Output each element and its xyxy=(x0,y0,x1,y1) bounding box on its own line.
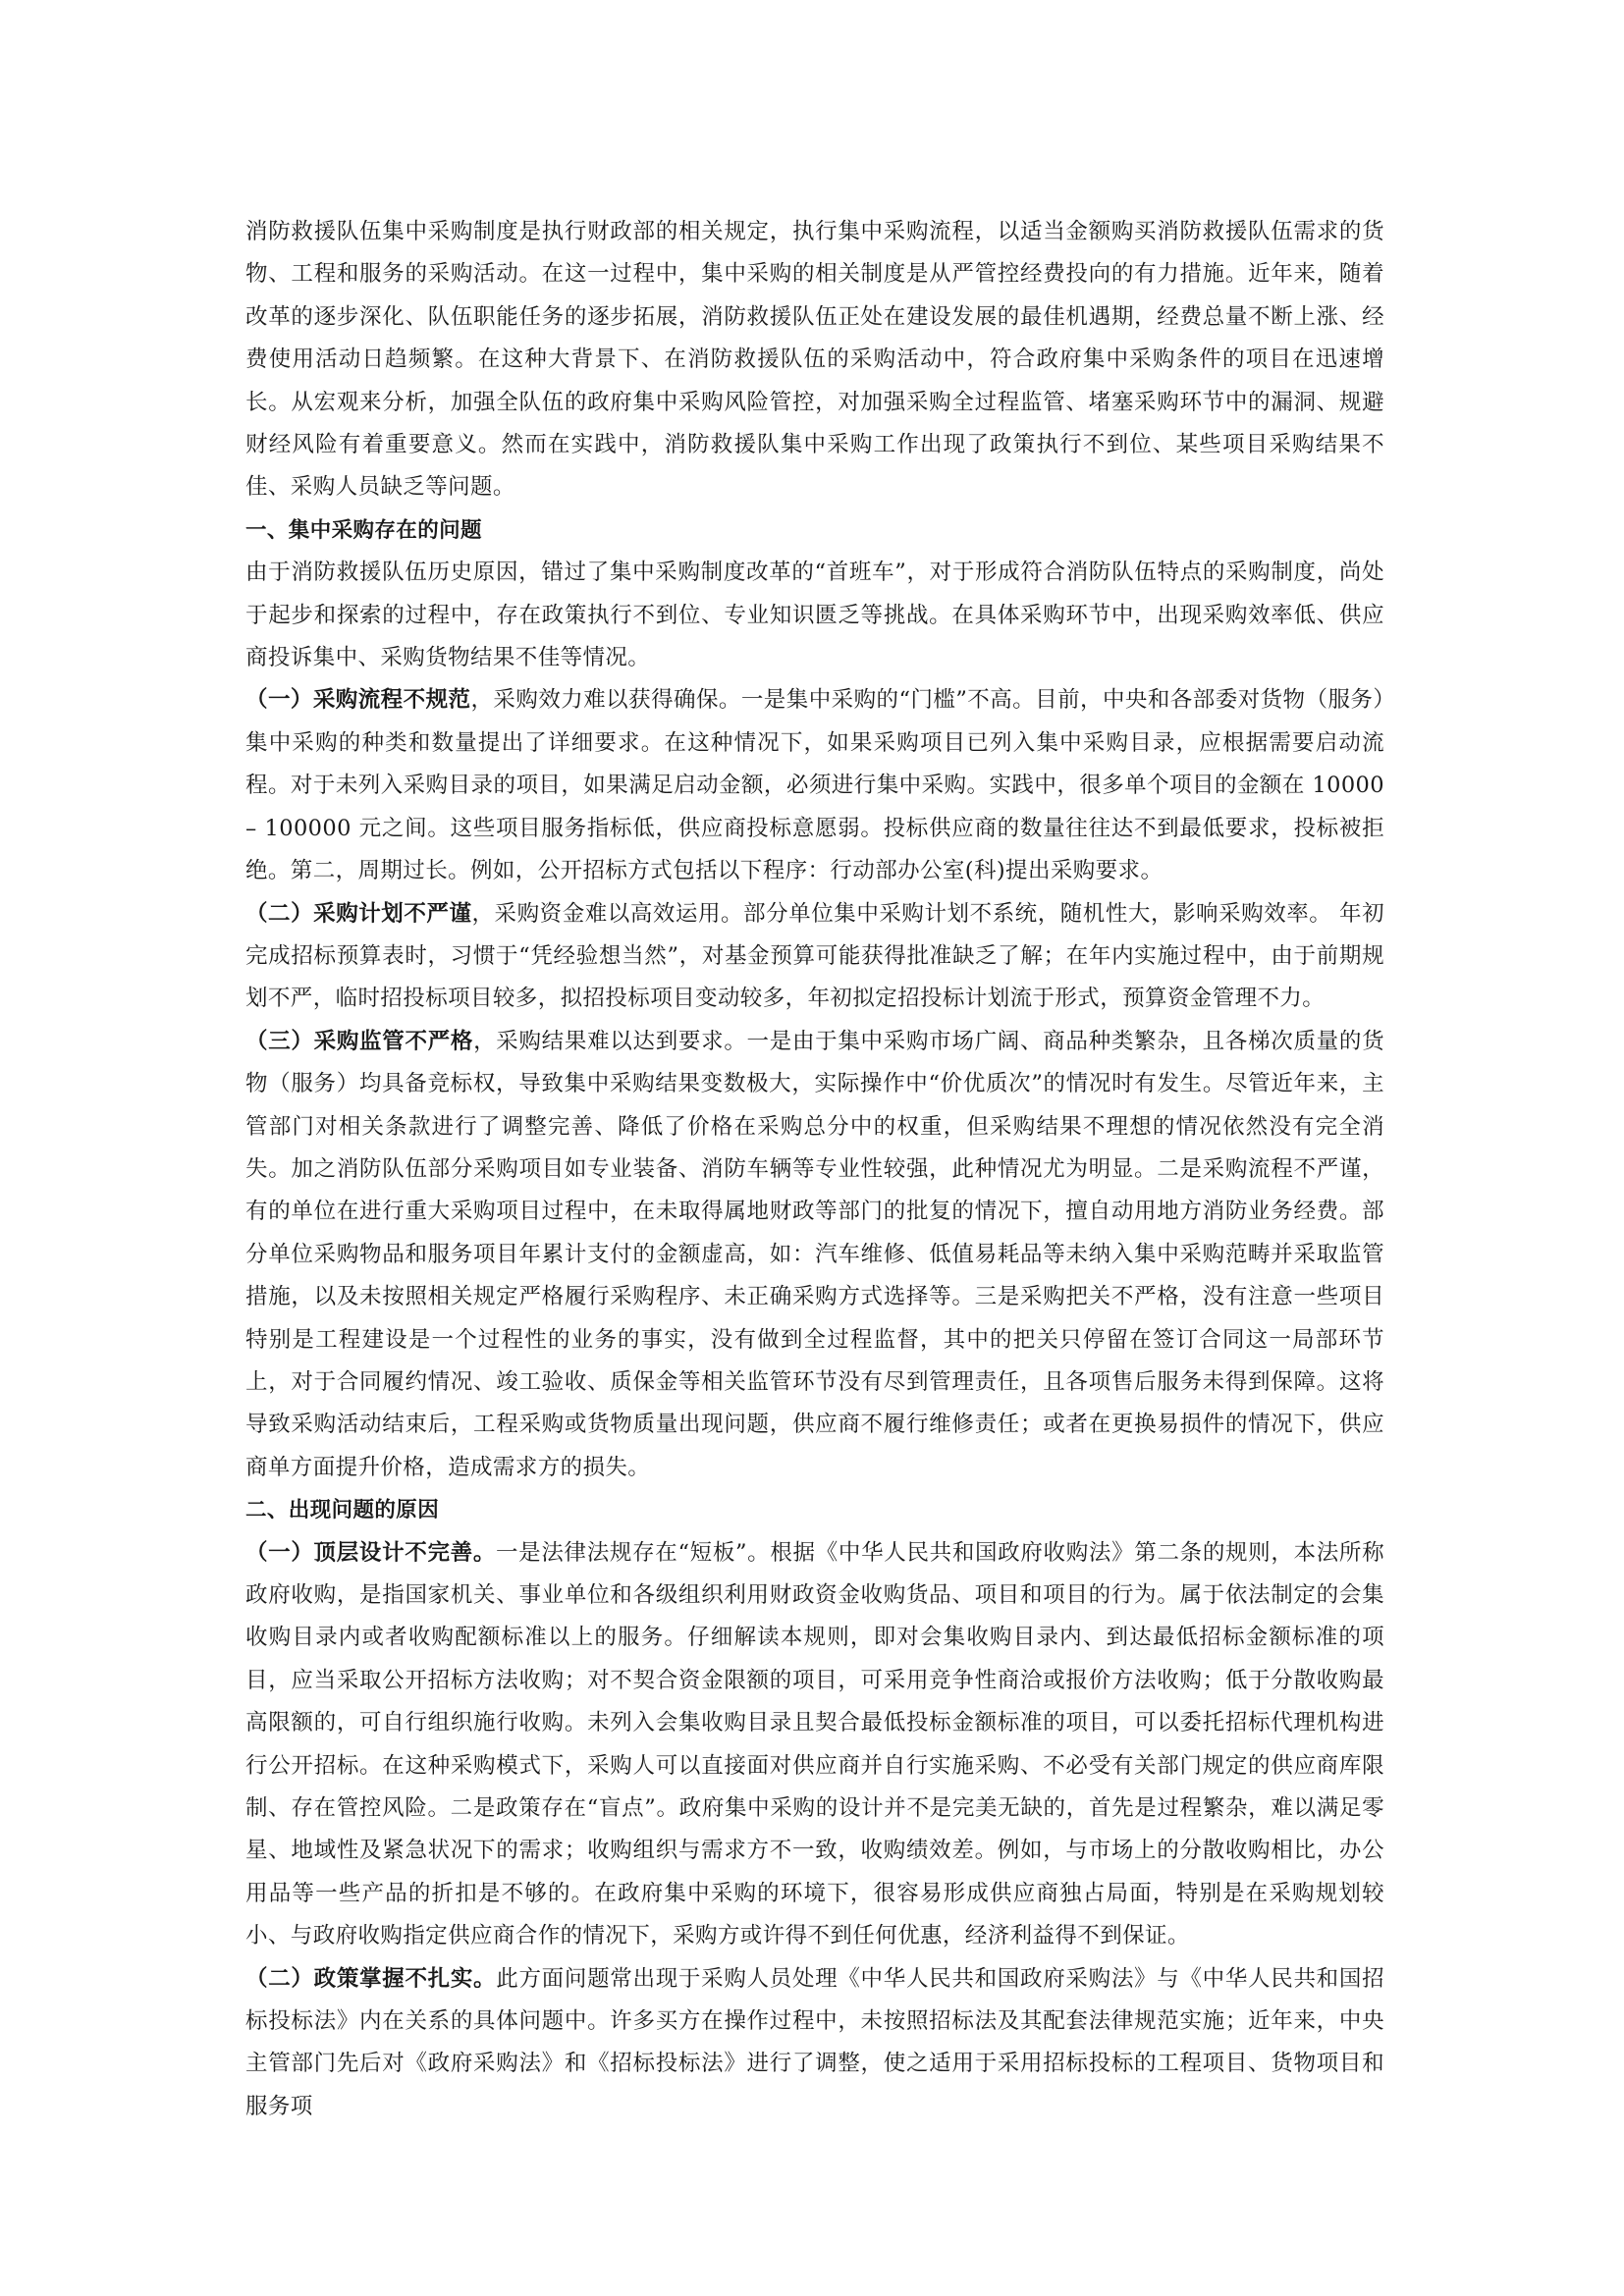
subsection-paragraph xyxy=(245,1021,1384,1489)
paragraph-text: ，采购资金难以高效运用。部分单位集中采购计划不系统，随机性大，影响采购效率。 年初完成招标预算表时，习惯于“凭经验想当然”，对基金预算可能获得批准缺乏了解；在年内实施过程中，由于前期规划不严，临时招投标项目较多，拟招投标项目变动较多，年初拟定招投标计划流于形式，预算资金管理不力。 xyxy=(245,900,1384,1012)
paragraph-text: 此方面问题常出现于采购人员处理《中华人民共和国政府采购法》与《中华人民共和国招标投标法》内在关系的具体问题中。许多买方在操作过程中，未按照招标法及其配套法律规范实施；近年来，中央主管部门先后对《政府采购法》和《招标投标法》进行了调整，使之适用于采用招标投标的工程项目、货物项目和服务项 xyxy=(245,1965,1384,2119)
subsection-paragraph xyxy=(245,1958,1384,2129)
section-intro-paragraph: 由于消防救援队伍历史原因，错过了集中采购制度改革的“首班车”，对于形成符合消防队伍特点的采购制度，尚处于起步和探索的过程中，存在政策执行不到位、专业知识匮乏等挑战。在具体采购环节中，出现采购效率低、供应商投诉集中、采购货物结果不佳等情况。 xyxy=(245,560,1384,671)
section-heading-problems: 一、集中采购存在的问题 xyxy=(245,517,482,543)
subsection-heading: （二）政策掌握不扎实。 xyxy=(245,1965,497,1992)
document-page xyxy=(245,211,1384,2128)
subsection-heading: （一）采购流程不规范 xyxy=(245,687,471,714)
subsection-paragraph xyxy=(245,679,1384,892)
paragraph-text: ，采购效力难以获得确保。一是集中采购的“门槛”不高。目前，中央和各部委对货物（服务）集中采购的种类和数量提出了详细要求。在这种情况下，如果采购项目已列入集中采购目录，应根据需要启动流程。对于未列入采购目录的项目，如果满足启动金额，必须进行集中采购。实践中，很多单个项目的金额在 10000 – 100000 元之间。这些项目服务指标低，供应商投标意愿弱。投标供应商的数量往往达不到最低要求，投标被拒绝。第二，周期过长。例如，公开招标方式包括以下程序：行动部办公室(科)提出采购要求。 xyxy=(245,687,1384,884)
section-heading-causes: 二、出现问题的原因 xyxy=(245,1498,440,1523)
subsection-heading: （二）采购计划不严谨 xyxy=(245,900,472,927)
paragraph-text: 一是法律法规存在“短板”。根据《中华人民共和国政府收购法》第二条的规则，本法所称政府收购，是指国家机关、事业单位和各级组织利用财政资金收购货品、项目和项目的行为。属于依法制定的会集收购目录内或者收购配额标准以上的服务。仔细解读本规则，即对会集收购目录内、到达最低招标金额标准的项目，应当采取公开招标方法收购；对不契合资金限额的项目，可采用竞争性商洽或报价方法收购；低于分散收购最高限额的，可自行组织施行收购。未列入会集收购目录且契合最低投标金额标准的项目，可以委托招标代理机构进行公开招标。在这种采购模式下，采购人可以直接面对供应商并自行实施采购、不必受有关部门规定的供应商库限制、存在管控风险。二是政策存在“盲点”。政府集中采购的设计并不是完美无缺的，首先是过程繁杂，难以满足零星、地域性及紧急状况下的需求；收购组织与需求方不一致，收购绩效差。例如，与市场上的分散收购相比，办公用品等一些产品的折扣是不够的。在政府集中采购的环境下，很容易形成供应商独占局面，特别是在采购规划较小、与政府收购指定供应商合作的情况下，采购方或许得不到任何优惠，经济利益得不到保证。 xyxy=(245,1539,1384,1949)
subsection-heading: （一）顶层设计不完善。 xyxy=(245,1539,496,1566)
intro-paragraph: 消防救援队伍集中采购制度是执行财政部的相关规定，执行集中采购流程，以适当金额购买消防救援队伍需求的货物、工程和服务的采购活动。在这一过程中，集中采购的相关制度是从严管控经费投向的有力措施。近年来，随着改革的逐步深化、队伍职能任务的逐步拓展，消防救援队伍正处在建设发展的最佳机遇期，经费总量不断上涨、经费使用活动日趋频繁。在这种大背景下、在消防救援队伍的采购活动中，符合政府集中采购条件的项目在迅速增长。从宏观来分析，加强全队伍的政府集中采购风险管控，对加强采购全过程监管、堵塞采购环节中的漏洞、规避财经风险有着重要意义。然而在实践中，消防救援队集中采购工作出现了政策执行不到位、某些项目采购结果不佳、采购人员缺乏等问题。 xyxy=(245,219,1384,501)
subsection-paragraph xyxy=(245,893,1384,1021)
subsection-heading: （三）采购监管不严格 xyxy=(245,1028,474,1054)
paragraph-text: ，采购结果难以达到要求。一是由于集中采购市场广阔、商品种类繁杂，且各梯次质量的货物（服务）均具备竞标权，导致集中采购结果变数极大，实际操作中“价优质次”的情况时有发生。尽管近年来，主管部门对相关条款进行了调整完善、降低了价格在采购总分中的权重，但采购结果不理想的情况依然没有完全消失。加之消防队伍部分采购项目如专业装备、消防车辆等专业性较强，此种情况尤为明显。二是采购流程不严谨，有的单位在进行重大采购项目过程中，在未取得属地财政等部门的批复的情况下，擅自动用地方消防业务经费。部分单位采购物品和服务项目年累计支付的金额虚高，如：汽车维修、低值易耗品等未纳入集中采购范畴并采取监管措施，以及未按照相关规定严格履行采购程序、未正确采购方式选择等。三是采购把关不严格，没有注意一些项目特别是工程建设是一个过程性的业务的事实，没有做到全过程监督，其中的把关只停留在签订合同这一局部环节上，对于合同履约情况、竣工验收、质保金等相关监管环节没有尽到管理责任，且各项售后服务未得到保障。这将导致采购活动结束后，工程采购或货物质量出现问题，供应商不履行维修责任；或者在更换易损件的情况下，供应商单方面提升价格，造成需求方的损失。 xyxy=(245,1028,1384,1480)
subsection-paragraph xyxy=(245,1532,1384,1958)
